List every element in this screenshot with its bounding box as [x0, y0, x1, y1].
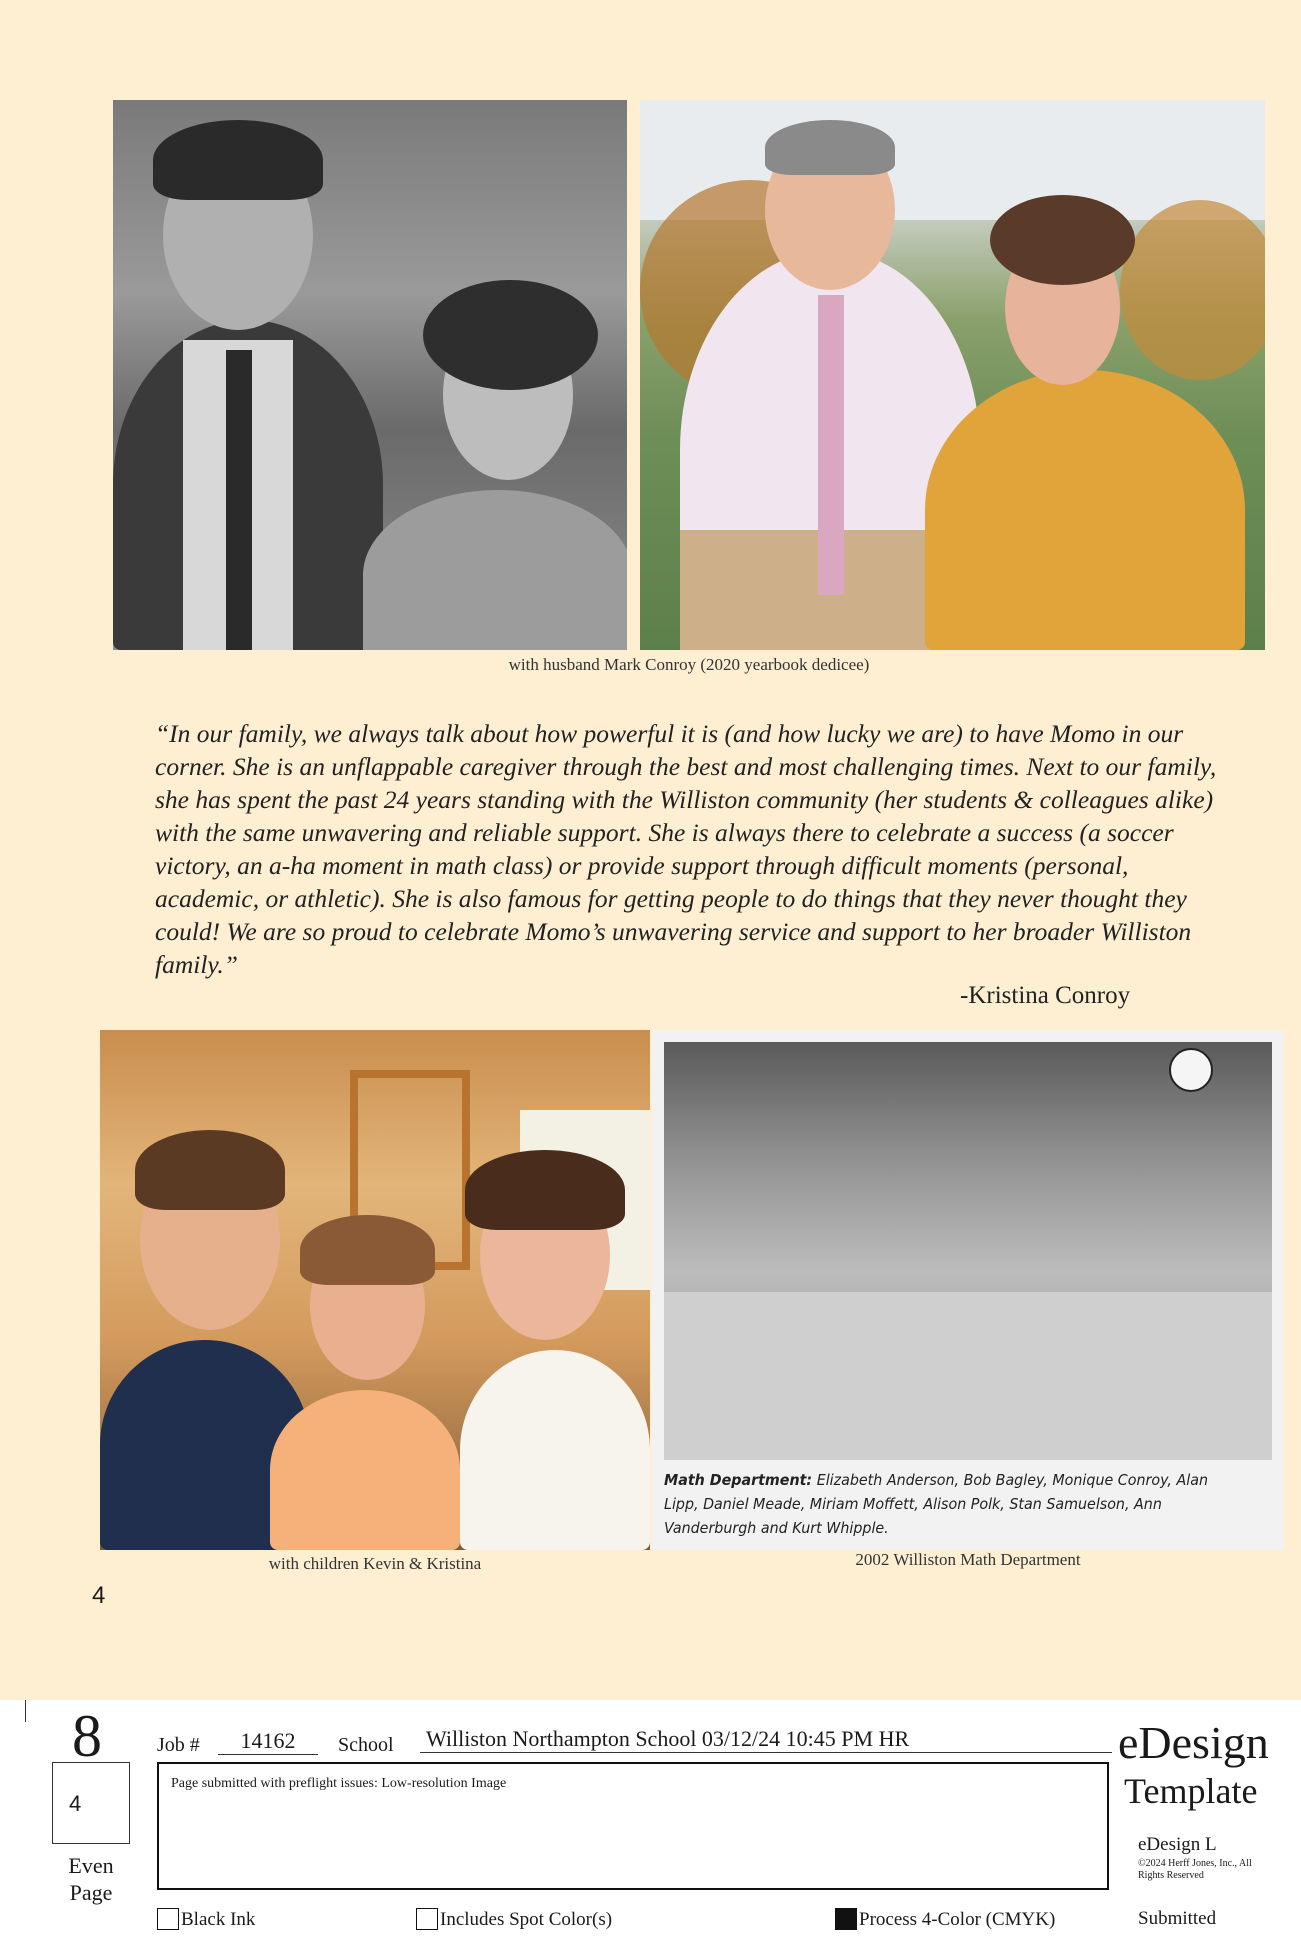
- wall-clock-icon: [1169, 1048, 1213, 1092]
- edition-label: eDesign L: [1138, 1834, 1217, 1855]
- checkbox-checked-icon[interactable]: [835, 1908, 857, 1930]
- folio-number: 4: [92, 1582, 106, 1609]
- mother-top-shape: [270, 1390, 460, 1550]
- tie-shape: [818, 295, 844, 595]
- submission-status: Submitted: [1138, 1908, 1217, 1929]
- page-number: 8: [72, 1703, 102, 1769]
- black-ink-label: Black Ink: [181, 1909, 256, 1930]
- daughter-top-shape: [460, 1350, 650, 1550]
- man-hair-shape: [765, 120, 895, 175]
- math-department-caption: 2002 Williston Math Department: [855, 1550, 1081, 1569]
- woman-sweater-shape: [363, 490, 627, 650]
- clipping-label: Math Department:: [664, 1471, 813, 1489]
- spot-color-label: Includes Spot Color(s): [440, 1909, 613, 1930]
- clipping-names: Elizabeth Anderson, Bob Bagley, Monique Conroy, Alan Lipp, Daniel Meade, Miriam Moffett, Alison Polk, Stan Samuelson, Ann Vanderburgh and Kurt Whipple.: [664, 1471, 1208, 1537]
- top-photo-caption: with husband Mark Conroy (2020 yearbook dedicee): [508, 655, 870, 674]
- edesign-footer: [0, 1700, 1301, 1951]
- woman-floral-top-shape: [925, 370, 1245, 650]
- woman-hair-shape: [423, 280, 598, 390]
- quote-attribution: -Kristina Conroy: [960, 982, 1131, 1009]
- math-department-names: [664, 1468, 1225, 1540]
- seated-row-shape: [664, 1292, 1272, 1460]
- brand-edesign: eDesign: [1118, 1717, 1269, 1768]
- man-hair-shape: [153, 120, 323, 200]
- couple-color-photo: [640, 100, 1265, 650]
- checkbox-icon[interactable]: [157, 1908, 179, 1930]
- family-kitchen-photo: [100, 1030, 650, 1550]
- job-label: Job #: [157, 1734, 200, 1756]
- cmyk-label: Process 4-Color (CMYK): [859, 1909, 1056, 1930]
- preflight-notes: Page submitted with preflight issues: Low-resolution Image: [171, 1776, 507, 1791]
- daughter-hair-shape: [465, 1150, 625, 1230]
- preflight-notes-box: [157, 1762, 1109, 1890]
- family-photo-caption: with children Kevin & Kristina: [268, 1554, 482, 1573]
- spot-color-option[interactable]: [416, 1908, 612, 1931]
- page-parity: Even Page: [68, 1853, 114, 1905]
- page-box: [52, 1762, 130, 1844]
- black-ink-option[interactable]: [157, 1908, 255, 1931]
- vintage-couple-photo: [113, 100, 627, 650]
- copyright-notice: ©2024 Herff Jones, Inc., All Rights Reserved: [1138, 1858, 1252, 1881]
- mother-hair-shape: [300, 1215, 435, 1285]
- family-quote: “In our family, we always talk about how powerful it is (and how lucky we are) to have Momo in our corner. She is an unflappable caregiver through the best and most challenging times. Next to our family, she has spent the past 24 years standing with the Williston community (her students & colleagues alike) with the same unwavering and reliable support. She is always there to celebrate a success (a soccer victory, an a-ha moment in math class) or provide support through difficult moments (personal, academic, or athletic). She is also famous for getting people to do things that they never thought they could! We are so proud to celebrate Momo’s unwavering service and support to her broader Williston family.”: [155, 719, 1217, 979]
- math-department-photo: [664, 1042, 1272, 1460]
- son-hair-shape: [135, 1130, 285, 1210]
- school-value: Williston Northampton School 03/12/24 10:45 PM HR: [420, 1726, 1112, 1753]
- job-number: 14162: [218, 1728, 318, 1755]
- page-box-value: 4: [69, 1791, 82, 1816]
- cmyk-option[interactable]: [835, 1908, 1055, 1931]
- autumn-tree-shape: [1120, 200, 1265, 380]
- tie-shape: [226, 350, 252, 650]
- checkbox-icon[interactable]: [416, 1908, 438, 1930]
- divider: [25, 1700, 26, 1722]
- school-label: School: [338, 1734, 394, 1756]
- brand-template: Template: [1124, 1771, 1258, 1811]
- woman-hair-shape: [990, 195, 1135, 285]
- math-department-clipping: [652, 1030, 1284, 1550]
